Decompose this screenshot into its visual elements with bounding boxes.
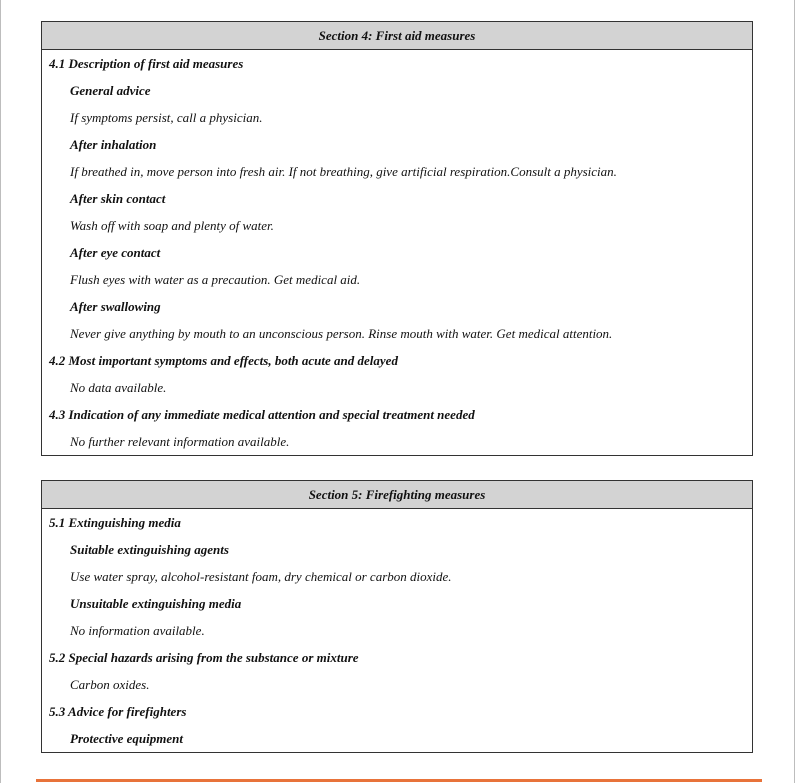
body-text: Use water spray, alcohol-resistant foam, dry chemical or carbon dioxide. [70,569,452,584]
subsection-heading: 4.3 Indication of any immediate medical attention and special treatment needed [49,407,475,422]
subheading: Protective equipment [70,731,184,746]
section-4-header: Section 4: First aid measures [42,22,752,50]
body-text: No information available. [70,623,205,638]
body-text: Never give anything by mouth to an unconscious person. Rinse mouth with water. Get medical attention. [70,326,613,341]
subheading: After inhalation [70,137,157,152]
body-text: Wash off with soap and plenty of water. [70,218,274,233]
body-text: No data available. [70,380,167,395]
section-5-header: Section 5: Firefighting measures [42,481,752,509]
section-5-firefighting [41,480,753,753]
subsection-heading: 4.2 Most important symptoms and effects, both acute and delayed [49,353,398,368]
subheading: After swallowing [70,299,161,314]
subsection-heading: 5.3 Advice for firefighters [49,704,187,719]
subheading: General advice [70,83,151,98]
subheading: After skin contact [70,191,166,206]
body-text: Carbon oxides. [70,677,150,692]
footer-accent-rule [36,779,762,782]
subsection-heading: 5.2 Special hazards arising from the substance or mixture [49,650,359,665]
subheading: Suitable extinguishing agents [70,542,229,557]
body-text: If breathed in, move person into fresh air. If not breathing, give artificial respiration.Consult a physician. [70,164,617,179]
subsection-heading: 4.1 Description of first aid measures [49,56,244,71]
subsection-heading: 5.1 Extinguishing media [49,515,181,530]
section-4-first-aid [41,21,753,456]
subheading: After eye contact [70,245,161,260]
body-text: Flush eyes with water as a precaution. Get medical aid. [70,272,361,287]
subheading: Unsuitable extinguishing media [70,596,242,611]
body-text: If symptoms persist, call a physician. [70,110,263,125]
body-text: No further relevant information available. [70,434,290,449]
page-left-border [0,0,1,783]
section-4-body [42,50,752,455]
section-5-body [42,509,752,752]
